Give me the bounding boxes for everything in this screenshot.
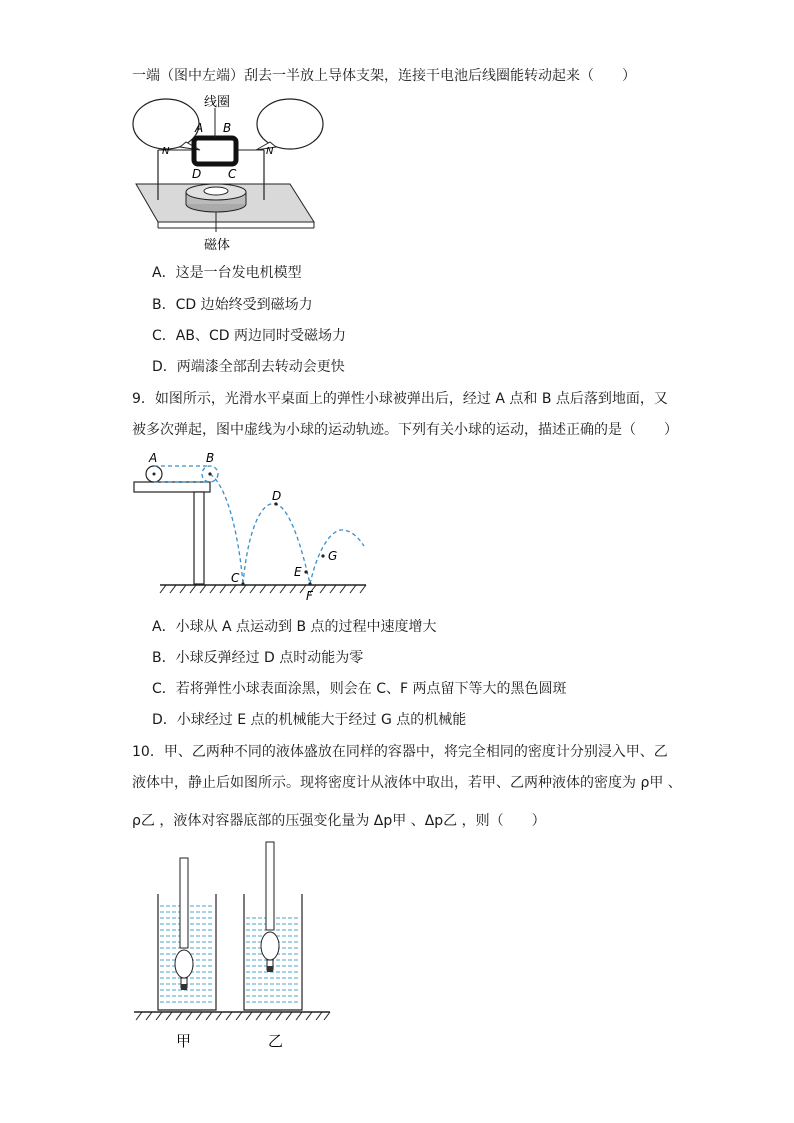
pole-left: N <box>162 146 170 157</box>
q8-option-d: D．两端漆全部刮去转动会更快 <box>152 359 345 375</box>
q10-stem-line3: ρ乙 ，液体对容器底部的压强变化量为 Δp甲 、Δp乙 ，则（ ） <box>132 813 546 829</box>
q8-stem-tail: 一端（图中左端）刮去一半放上导体支架，连接干电池后线圈能转动起来（ ） <box>132 68 636 84</box>
q9-option-d: D．小球经过 E 点的机械能大于经过 G 点的机械能 <box>152 712 467 728</box>
label-E: E <box>294 565 302 579</box>
q8-motor-figure <box>128 92 328 254</box>
coil-label: 线圈 <box>204 95 231 110</box>
coil <box>194 138 236 164</box>
table-top <box>134 482 210 492</box>
q9-option-b: B．小球反弹经过 D 点时动能为零 <box>152 650 364 666</box>
label-B: B <box>223 121 232 135</box>
q8-option-c: C．AB、CD 两边同时受磁场力 <box>152 328 346 344</box>
magnet-label: 磁体 <box>204 238 231 253</box>
q10-stem-line2: 液体中，静止后如图所示。现将密度计从液体中取出，若甲、乙两种液体的密度为 ρ甲 、 <box>132 775 682 791</box>
label-C: C <box>228 167 237 181</box>
q9-option-a: A．小球从 A 点运动到 B 点的过程中速度增大 <box>152 619 437 635</box>
label-yi: 乙 <box>268 1032 284 1050</box>
q9-stem-line2: 被多次弹起，图中虚线为小球的运动轨迹。下列有关小球的运动，描述正确的是（ ） <box>132 422 678 438</box>
label-D: D <box>192 167 202 181</box>
label-B: B <box>206 451 215 465</box>
label-A: A <box>149 451 158 465</box>
q9-option-c: C．若将弹性小球表面涂黑，则会在 C、F 两点留下等大的黑色圆斑 <box>152 681 567 697</box>
pole-right: N <box>266 146 274 157</box>
q8-option-b: B．CD 边始终受到磁场力 <box>152 297 313 313</box>
label-C: C <box>231 571 240 585</box>
hydrometer-yi <box>261 842 279 972</box>
table-leg <box>194 492 204 584</box>
label-F: F <box>306 589 313 603</box>
right-bubble <box>257 99 323 149</box>
q9-stem-line1: 9．如图所示，光滑水平桌面上的弹性小球被弹出后，经过 A 点和 B 点后落到地面，又 <box>132 391 668 407</box>
label-jia: 甲 <box>176 1032 192 1050</box>
q8-option-a: A．这是一台发电机模型 <box>152 265 302 281</box>
left-bubble <box>133 99 199 149</box>
q9-ball-figure <box>130 448 370 608</box>
q10-stem-line1: 10．甲、乙两种不同的液体盛放在同样的容器中，将完全相同的密度计分别浸入甲、乙 <box>132 744 668 760</box>
q10-hydrometer-figure <box>130 838 340 1054</box>
label-G: G <box>328 549 338 563</box>
label-A: A <box>195 121 204 135</box>
label-D: D <box>272 489 282 503</box>
